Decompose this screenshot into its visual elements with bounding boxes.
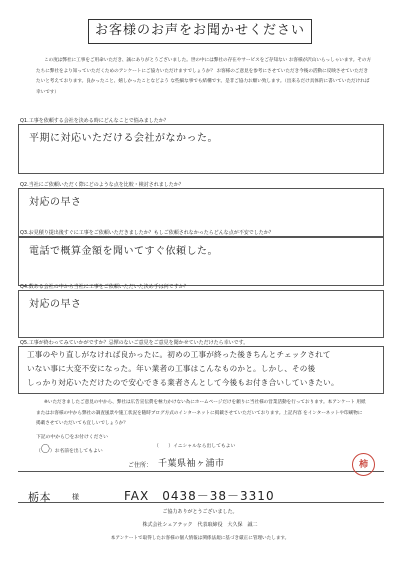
answer-3-text: 電話で概算金額を聞いてすぐ依頼した。	[29, 246, 218, 257]
fax-number: FAX 0438－38－3310	[124, 489, 275, 503]
answer-3-box	[18, 236, 384, 286]
answer-5-box	[18, 346, 384, 394]
answer-4-box	[18, 290, 384, 338]
answer-5-line-3: しっかり対応いただけたので安心できる業者さんとして今後もお付き合いしていきたい。	[27, 378, 339, 387]
seal-stamp: 柿	[352, 453, 375, 476]
honorific: 様	[72, 493, 79, 501]
answer-5-line-1: 工事のやり直しがなければ良かったに。初めの工事が終った後きちんとチェックされて	[27, 350, 331, 359]
name-fax-row	[18, 486, 384, 503]
intro-text: この度は弊社に工事をご用命いただき、誠にありがとうございました。世の中には弊社の存在やサービスをご存知ない お客様が沢山いらっしゃいます。その方たちに弊社をより知っていただくためのアンケートにご協力いただけますでしょうか？ お客様のご意見を参考にさせていただき今後の活動に反映させていただきたいと考えております。良かったこと、嬉しかったことなどよう な些細な事でも結構です。是非ご協力お願い致します。（出来るだけ具体的に書いていただければ幸いです）	[36, 58, 372, 95]
publication-note: ※いただきましたご意見の中から、弊社は広告宣伝費を極力かけない為にホームページだけを頼りに当社様の営業活動を行っております。本アンケート 用紙またはお客様の中から弊社の調査風景や施工状況を随時ブログ方式のインターネットに掲載させていただいております。上記内容 をインターネットや印刷物に掲載させていただいても宜しいでしょうか？	[36, 400, 366, 426]
address-label: ご住所：	[128, 462, 153, 469]
answer-1-box	[18, 124, 384, 174]
consent-prompt: 下記の中から〇をお付けください	[36, 435, 108, 440]
privacy-text: 本アンケートで取得したお客様の個人情報は関係法規に基づき厳正に管理いたします。	[110, 536, 290, 541]
question-3-label: Q3.お見積り提出後すぐに工事をご依頼いただきましたか？もしご依頼されなかったらどんな点が不安でしたか？	[20, 230, 274, 236]
question-2-label: Q2.当社にご依頼いただく際にどのような点を比較・検討されましたか？	[20, 182, 184, 188]
answer-5-line-2: いない事に大変不安になった。年い業者の工事はこんなものかと。しかし、その後	[27, 364, 316, 373]
question-5-label: Q5.工事が終わってみていかがですか？忌憚のないご意見をご意見を聞かせていただけたら幸いです。	[20, 340, 249, 346]
name-address-row	[18, 455, 384, 472]
company-text: 株式会社シェアテック 代表取締役 大久保 誠二	[142, 522, 258, 528]
consent-option-1[interactable]: （〇）お名前を出してもよい	[36, 445, 103, 455]
consent-option-2[interactable]: （ ）イニシャルなら出してもよい	[154, 444, 236, 449]
customer-name: 栃本	[28, 491, 51, 504]
page-title: お客様のお声をお聞かせください	[88, 19, 312, 44]
thanks-text: ご協力ありがとうございました。	[162, 509, 238, 515]
question-1-label: Q1.工事を依頼する会社を決める時にどんなことで悩みましたか？	[20, 118, 169, 124]
answer-4-text: 対応の早さ	[29, 299, 82, 310]
consent-option-2-label: イニシャルなら出してもよい	[173, 444, 236, 449]
consent-mark-1: 〇	[40, 445, 50, 455]
answer-1-text: 平期に対応いただける会社がなかった。	[29, 133, 218, 144]
question-4-label: Q4.数ある会社の中から当社に工事をご依頼いただいた決め手は何ですか？	[20, 284, 189, 290]
consent-option-1-label: お名前を出してもよい	[54, 449, 103, 454]
address-value: 千葉県袖ヶ浦市	[158, 459, 225, 469]
answer-2-text: 対応の早さ	[29, 197, 82, 208]
